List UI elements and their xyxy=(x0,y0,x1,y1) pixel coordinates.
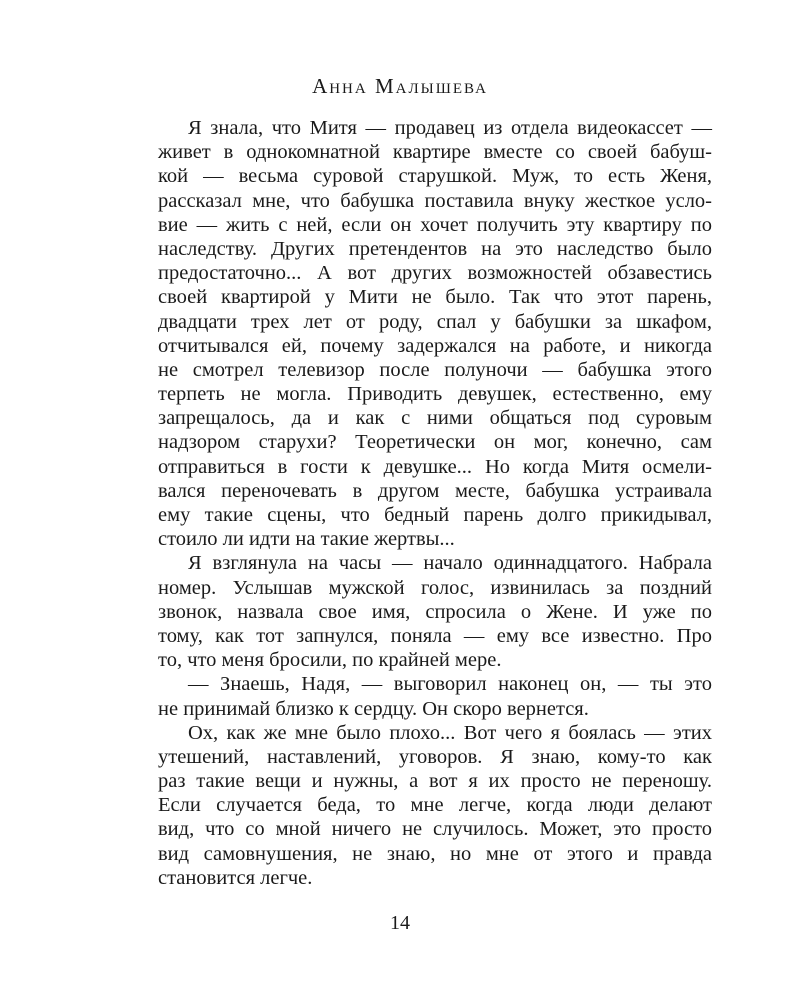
paragraph xyxy=(158,551,712,672)
text-line: наследству. Других претендентов на это наследство было xyxy=(158,237,712,260)
text-line: терпеть не могла. Приводить девушек, естественно, ему xyxy=(158,383,712,406)
text-line: кой — весьма суровой старушкой. Муж, то есть Женя, xyxy=(158,165,712,188)
text-line: двадцати трех лет от роду, спал у бабушки за шкафом, xyxy=(158,310,712,333)
text-line: тому, как тот запнулся, поняла — ему все известно. Про xyxy=(158,624,712,647)
text-line: стоило ли идти на такие жертвы... xyxy=(158,528,455,551)
text-line: номер. Услышав мужской голос, извинилась за поздний xyxy=(158,576,712,599)
text-line: запрещалось, да и как с ними общаться под суровым xyxy=(158,407,712,430)
text-line: вался переночевать в другом месте, бабушка устраивала xyxy=(158,479,712,502)
text-line: то, что меня бросили, по крайней мере. xyxy=(158,649,502,672)
text-line: не смотрел телевизор после полуночи — бабушка этого xyxy=(158,358,712,381)
paragraph xyxy=(158,672,712,720)
text-line: своей квартирой у Мити не было. Так что этот парень, xyxy=(158,286,712,309)
text-line: отчитывался ей, почему задержался на работе, и никогда xyxy=(158,334,712,357)
text-line: звонок, назвала свое имя, спросила о Жене. И уже по xyxy=(158,600,712,623)
text-line: вид самовнушения, не знаю, но мне от этого и правда xyxy=(158,842,712,865)
text-line: Если случается беда, то мне легче, когда люди делают xyxy=(158,794,712,817)
page-number: 14 xyxy=(390,912,410,934)
text-line: предостаточно... А вот других возможностей обзавестись xyxy=(158,262,712,285)
paragraph xyxy=(158,721,712,890)
running-head-author: Анна Малышева xyxy=(312,74,488,98)
text-line: становится легче. xyxy=(158,866,313,889)
text-line: Я знала, что Митя — продавец из отдела видеокассет — xyxy=(188,117,712,139)
text-line: — Знаешь, Надя, — выговорил наконец он, — ты это xyxy=(188,673,712,696)
text-line: Ох, как же мне было плохо... Вот чего я боялась — этих xyxy=(188,721,712,744)
text-line: Я взглянула на часы — начало одиннадцатого. Набрала xyxy=(188,552,712,575)
text-line: надзором старухи? Теоретически он мог, конечно, сам xyxy=(158,431,712,454)
text-line: вие — жить с ней, если он хочет получить эту квартиру по xyxy=(158,213,712,236)
text-line: утешений, наставлений, уговоров. Я знаю, кому-то как xyxy=(158,745,712,768)
text-line: раз такие вещи и нужны, а вот я их просто не переношу. xyxy=(158,770,712,793)
text-line: рассказал мне, что бабушка поставила внуку жесткое усло- xyxy=(158,189,712,212)
text-line: живет в однокомнатной квартире вместе со своей бабуш- xyxy=(158,141,712,164)
paragraph xyxy=(158,116,712,551)
text-line: вид, что со мной ничего не случилось. Может, это просто xyxy=(158,818,712,841)
text-line: ему такие сцены, что бедный парень долго прикидывал, xyxy=(158,504,712,526)
text-line: отправиться в гости к девушке... Но когда Митя осмели- xyxy=(158,455,712,478)
text-line: не принимай близко к сердцу. Он скоро вернется. xyxy=(158,697,589,720)
body-text xyxy=(158,116,712,890)
